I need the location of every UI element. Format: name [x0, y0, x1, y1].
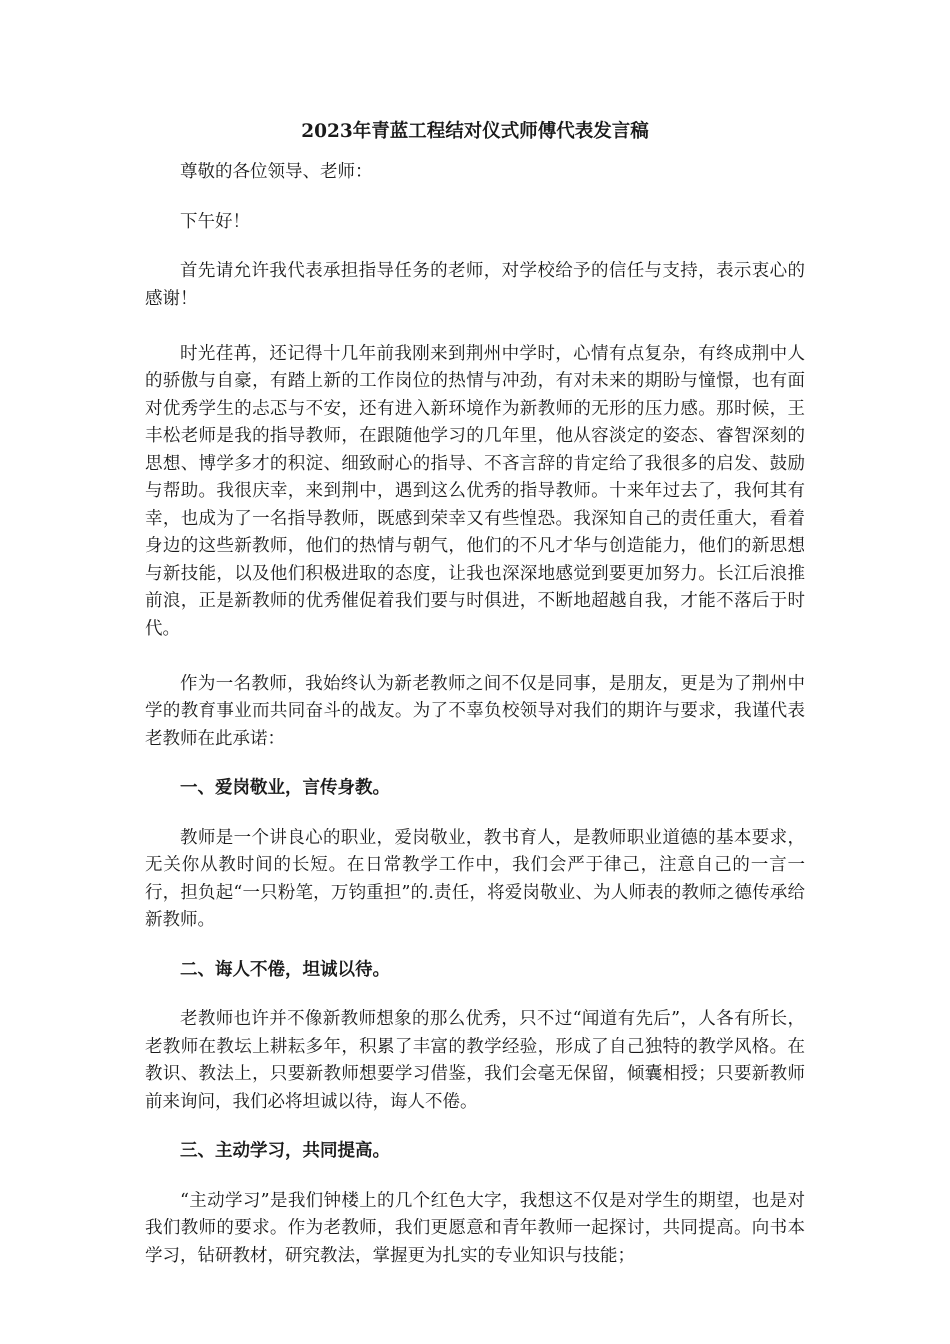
section-body-3: “主动学习”是我们钟楼上的几个红色大字，我想这不仅是对学生的期望，也是对我们教师的要求。作为老教师，我们更愿意和青年教师一起探讨，共同提高。向书本学习，钻研教材，研究教法，掌握更为扎实的专业知识与技能；	[145, 1190, 805, 1266]
paragraph-intro: 首先请允许我代表承担指导任务的老师，对学校给予的信任与支持，表示衷心的感谢！	[145, 261, 805, 309]
greeting: 下午好！	[180, 211, 250, 232]
document-title: 2023年青蓝工程结对仪式师傅代表发言稿	[301, 121, 649, 142]
paragraph-reflection: 时光荏苒，还记得十几年前我刚来到荆州中学时，心情有点复杂，有终成荆中人的骄傲与自豪，有踏上新的工作岗位的热情与冲劲，有对未来的期盼与憧憬，也有面对优秀学生的忐忑与不安，还有进入新环境作为新教师的无形的压力感。那时候，王丰松老师是我的指导教师，在跟随他学习的几年里，他从容淡定的姿态、睿智深刻的思想、博学多才的积淀、细致耐心的指导、不吝言辞的肯定给了我很多的启发、鼓励与帮助。我很庆幸，来到荆中，遇到这么优秀的指导教师。十来年过去了，我何其有幸，也成为了一名指导教师，既感到荣幸又有些惶恐。我深知自己的责任重大，看着身边的这些新教师，他们的热情与朝气，他们的不凡才华与创造能力，他们的新思想与新技能，以及他们积极进取的态度，让我也深深地感觉到要更加努力。长江后浪推前浪，正是新教师的优秀催促着我们要与时俱进，不断地超越自我，才能不落后于时代。	[145, 343, 805, 639]
section-heading-2: 二、诲人不倦，坦诚以待。	[180, 959, 390, 980]
document-content	[145, 118, 805, 1292]
paragraph-commitment: 作为一名教师，我始终认为新老教师之间不仅是同事，是朋友，更是为了荆州中学的教育事业而共同奋斗的战友。为了不辜负校领导对我们的期许与要求，我谨代表老教师在此承诺：	[145, 673, 805, 749]
section-heading-3: 三、主动学习，共同提高。	[180, 1141, 390, 1161]
salutation: 尊敬的各位领导、老师：	[180, 162, 373, 182]
section-heading-1: 一、爱岗敬业，言传身教。	[180, 778, 390, 798]
section-body-2: 老教师也许并不像新教师想象的那么优秀，只不过“闻道有先后”，人各有所长，老教师在教坛上耕耘多年，积累了丰富的教学经验，形成了自己独特的教学风格。在教识、教法上，只要新教师想要学习借鉴，我们会毫无保留，倾囊相授；只要新教师前来询问，我们必将坦诚以待，诲人不倦。	[145, 1009, 805, 1112]
section-body-1: 教师是一个讲良心的职业，爱岗敬业，教书育人，是教师职业道德的基本要求，无关你从教时间的长短。在日常教学工作中，我们会严于律己，注意自己的一言一行，担负起“一只粉笔，万钧重担”的.责任，将爱岗敬业、为人师表的教师之德传承给新教师。	[145, 827, 805, 930]
